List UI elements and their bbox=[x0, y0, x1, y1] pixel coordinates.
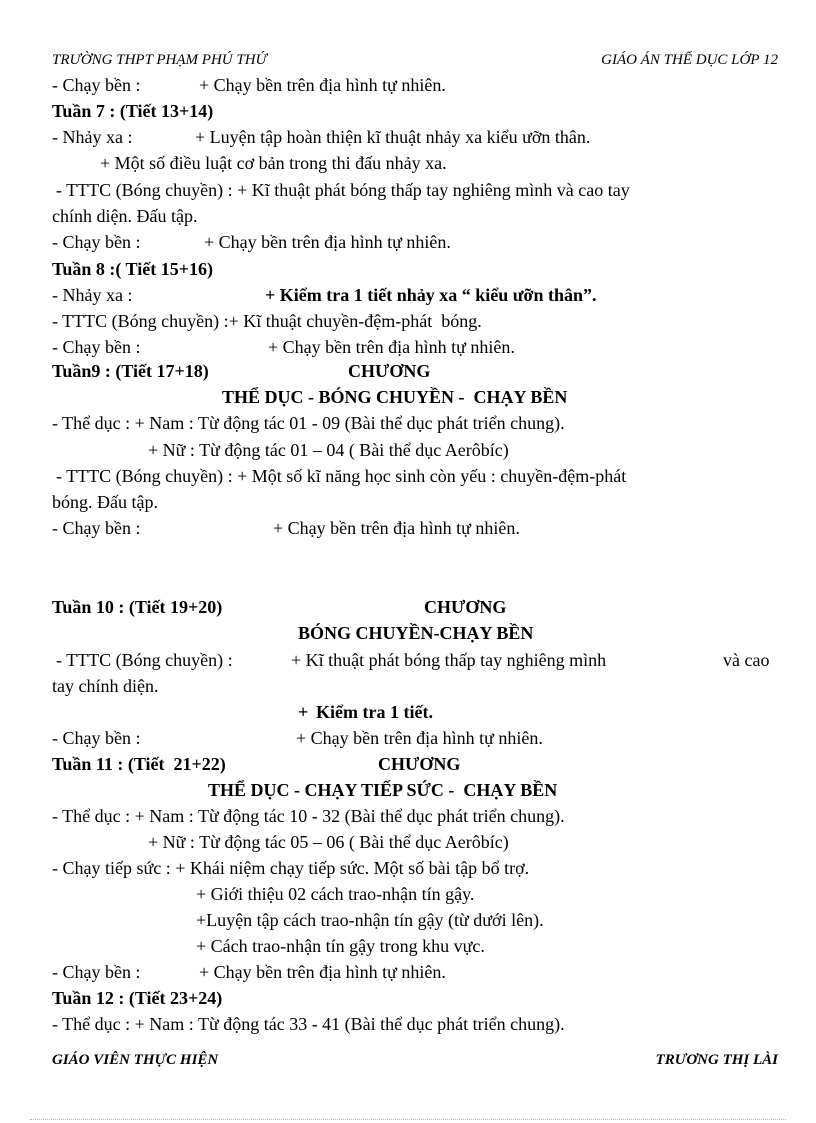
week-7-title bbox=[0, 98, 816, 124]
line-18-label: - Chạy bền : bbox=[52, 728, 141, 748]
line-11-text: + Nữ : Từ động tác 01 – 04 ( Bài thể dục Aerôbíc) bbox=[148, 440, 509, 460]
page-bottom-divider bbox=[30, 1119, 786, 1120]
week-9-chapter: CHƯƠNG bbox=[348, 361, 431, 381]
week-10-subtitle bbox=[0, 620, 816, 646]
line-6-content: + Chạy bền trên địa hình tự nhiên. bbox=[204, 232, 451, 252]
line-1-content: + Chạy bền trên địa hình tự nhiên. bbox=[199, 75, 446, 95]
line-13 bbox=[0, 489, 816, 515]
header-school: TRƯỜNG THPT PHẠM PHÚ THỨ bbox=[52, 52, 267, 68]
line-21-text: - Chạy tiếp sức : + Khái niệm chạy tiếp sức. Một số bài tập bổ trợ. bbox=[52, 858, 530, 878]
line-4-text: - TTTC (Bóng chuyền) : + Kĩ thuật phát bóng thấp tay nghiêng mình và cao tay bbox=[56, 180, 630, 200]
line-25-content: + Chạy bền trên địa hình tự nhiên. bbox=[199, 962, 446, 982]
header-subject: GIÁO ÁN THỂ DỤC LỚP 12 bbox=[601, 52, 778, 68]
line-9 bbox=[0, 334, 816, 360]
week-11-title bbox=[0, 751, 816, 777]
line-7-label: - Nhảy xa : bbox=[52, 285, 133, 305]
line-22-text: + Giới thiệu 02 cách trao-nhận tín gậy. bbox=[196, 884, 475, 904]
line-5-text: chính diện. Đấu tập. bbox=[52, 206, 198, 226]
week-8-title-text: Tuần 8 :( Tiết 15+16) bbox=[52, 259, 213, 279]
line-17-content: Kiểm tra 1 tiết. bbox=[316, 702, 433, 722]
week-9-title-text: Tuần9 : (Tiết 17+18) bbox=[52, 361, 209, 381]
line-7 bbox=[0, 282, 816, 308]
line-25 bbox=[0, 959, 816, 985]
line-5 bbox=[0, 203, 816, 229]
line-9-content: + Chạy bền trên địa hình tự nhiên. bbox=[268, 337, 515, 357]
line-22 bbox=[0, 881, 816, 907]
week-12-title bbox=[0, 985, 816, 1011]
line-8 bbox=[0, 308, 816, 334]
week-8-title bbox=[0, 256, 816, 282]
line-2-label: - Nhảy xa : bbox=[52, 127, 133, 147]
line-13-text: bóng. Đấu tập. bbox=[52, 492, 158, 512]
line-3 bbox=[0, 150, 816, 176]
line-15-tail: và cao bbox=[723, 650, 770, 670]
week-9-subtitle-text: THỂ DỤC - BÓNG CHUYỀN - CHẠY BỀN bbox=[222, 387, 568, 407]
week-9-subtitle bbox=[0, 384, 816, 410]
week-12-title-text: Tuần 12 : (Tiết 23+24) bbox=[52, 988, 223, 1008]
line-6-label: - Chạy bền : bbox=[52, 232, 141, 252]
line-23-text: +Luyện tập cách trao-nhận tín gậy (từ dưới lên). bbox=[196, 910, 544, 930]
line-15-label: - TTTC (Bóng chuyền) : bbox=[56, 650, 233, 670]
line-16 bbox=[0, 673, 816, 699]
line-23 bbox=[0, 907, 816, 933]
week-10-title-text: Tuần 10 : (Tiết 19+20) bbox=[52, 597, 223, 617]
line-18-content: + Chạy bền trên địa hình tự nhiên. bbox=[296, 728, 543, 748]
line-15 bbox=[0, 647, 816, 673]
line-16-text: tay chính diện. bbox=[52, 676, 159, 696]
line-18 bbox=[0, 725, 816, 751]
line-25-label: - Chạy bền : bbox=[52, 962, 141, 982]
line-9-label: - Chạy bền : bbox=[52, 337, 141, 357]
line-10 bbox=[0, 410, 816, 436]
line-14 bbox=[0, 515, 816, 541]
line-14-label: - Chạy bền : bbox=[52, 518, 141, 538]
line-7-content: + Kiểm tra 1 tiết nhảy xa “ kiểu ưỡn thân”. bbox=[265, 285, 597, 305]
line-10-text: - Thể dục : + Nam : Từ động tác 01 - 09 (Bài thể dục phát triển chung). bbox=[52, 413, 565, 433]
week-11-title-text: Tuần 11 : (Tiết 21+22) bbox=[52, 754, 226, 774]
line-17-plus: + bbox=[298, 702, 313, 722]
line-15-content: + Kĩ thuật phát bóng thấp tay nghiêng mình bbox=[291, 650, 607, 670]
line-3-text: + Một số điều luật cơ bản trong thi đấu nhảy xa. bbox=[100, 153, 447, 173]
week-11-chapter: CHƯƠNG bbox=[378, 754, 461, 774]
line-12-text: - TTTC (Bóng chuyền) : + Một số kĩ năng học sinh còn yếu : chuyền-đệm-phát bbox=[56, 466, 627, 486]
line-26-text: - Thể dục : + Nam : Từ động tác 33 - 41 (Bài thể dục phát triển chung). bbox=[52, 1014, 565, 1034]
week-10-chapter: CHƯƠNG bbox=[424, 597, 507, 617]
line-1-label: - Chạy bền : bbox=[52, 75, 141, 95]
footer-role: GIÁO VIÊN THỰC HIỆN bbox=[52, 1052, 219, 1068]
week-9-title bbox=[0, 358, 816, 384]
line-20-text: + Nữ : Từ động tác 05 – 06 ( Bài thể dục Aerôbíc) bbox=[148, 832, 509, 852]
line-2-content: + Luyện tập hoàn thiện kĩ thuật nhảy xa kiểu ưỡn thân. bbox=[195, 127, 591, 147]
line-4 bbox=[0, 177, 816, 203]
line-21 bbox=[0, 855, 816, 881]
line-20 bbox=[0, 829, 816, 855]
line-17 bbox=[0, 699, 816, 725]
week-10-title bbox=[0, 594, 816, 620]
line-8-text: - TTTC (Bóng chuyền) :+ Kĩ thuật chuyền-đệm-phát bóng. bbox=[52, 311, 482, 331]
line-12 bbox=[0, 463, 816, 489]
line-19 bbox=[0, 803, 816, 829]
line-14-content: + Chạy bền trên địa hình tự nhiên. bbox=[273, 518, 520, 538]
line-19-text: - Thể dục : + Nam : Từ động tác 10 - 32 (Bài thể dục phát triển chung). bbox=[52, 806, 565, 826]
week-11-subtitle-text: THỂ DỤC - CHẠY TIẾP SỨC - CHẠY BỀN bbox=[208, 780, 558, 800]
line-24 bbox=[0, 933, 816, 959]
line-26 bbox=[0, 1011, 816, 1037]
week-7-title-text: Tuần 7 : (Tiết 13+14) bbox=[52, 101, 214, 121]
line-24-text: + Cách trao-nhận tín gậy trong khu vực. bbox=[196, 936, 485, 956]
line-11 bbox=[0, 437, 816, 463]
week-10-subtitle-text: BÓNG CHUYỀN-CHẠY BỀN bbox=[298, 623, 534, 643]
line-6 bbox=[0, 229, 816, 255]
footer-teacher: TRƯƠNG THỊ LÀI bbox=[655, 1052, 778, 1068]
week-11-subtitle bbox=[0, 777, 816, 803]
line-2 bbox=[0, 124, 816, 150]
line-1 bbox=[0, 72, 816, 98]
